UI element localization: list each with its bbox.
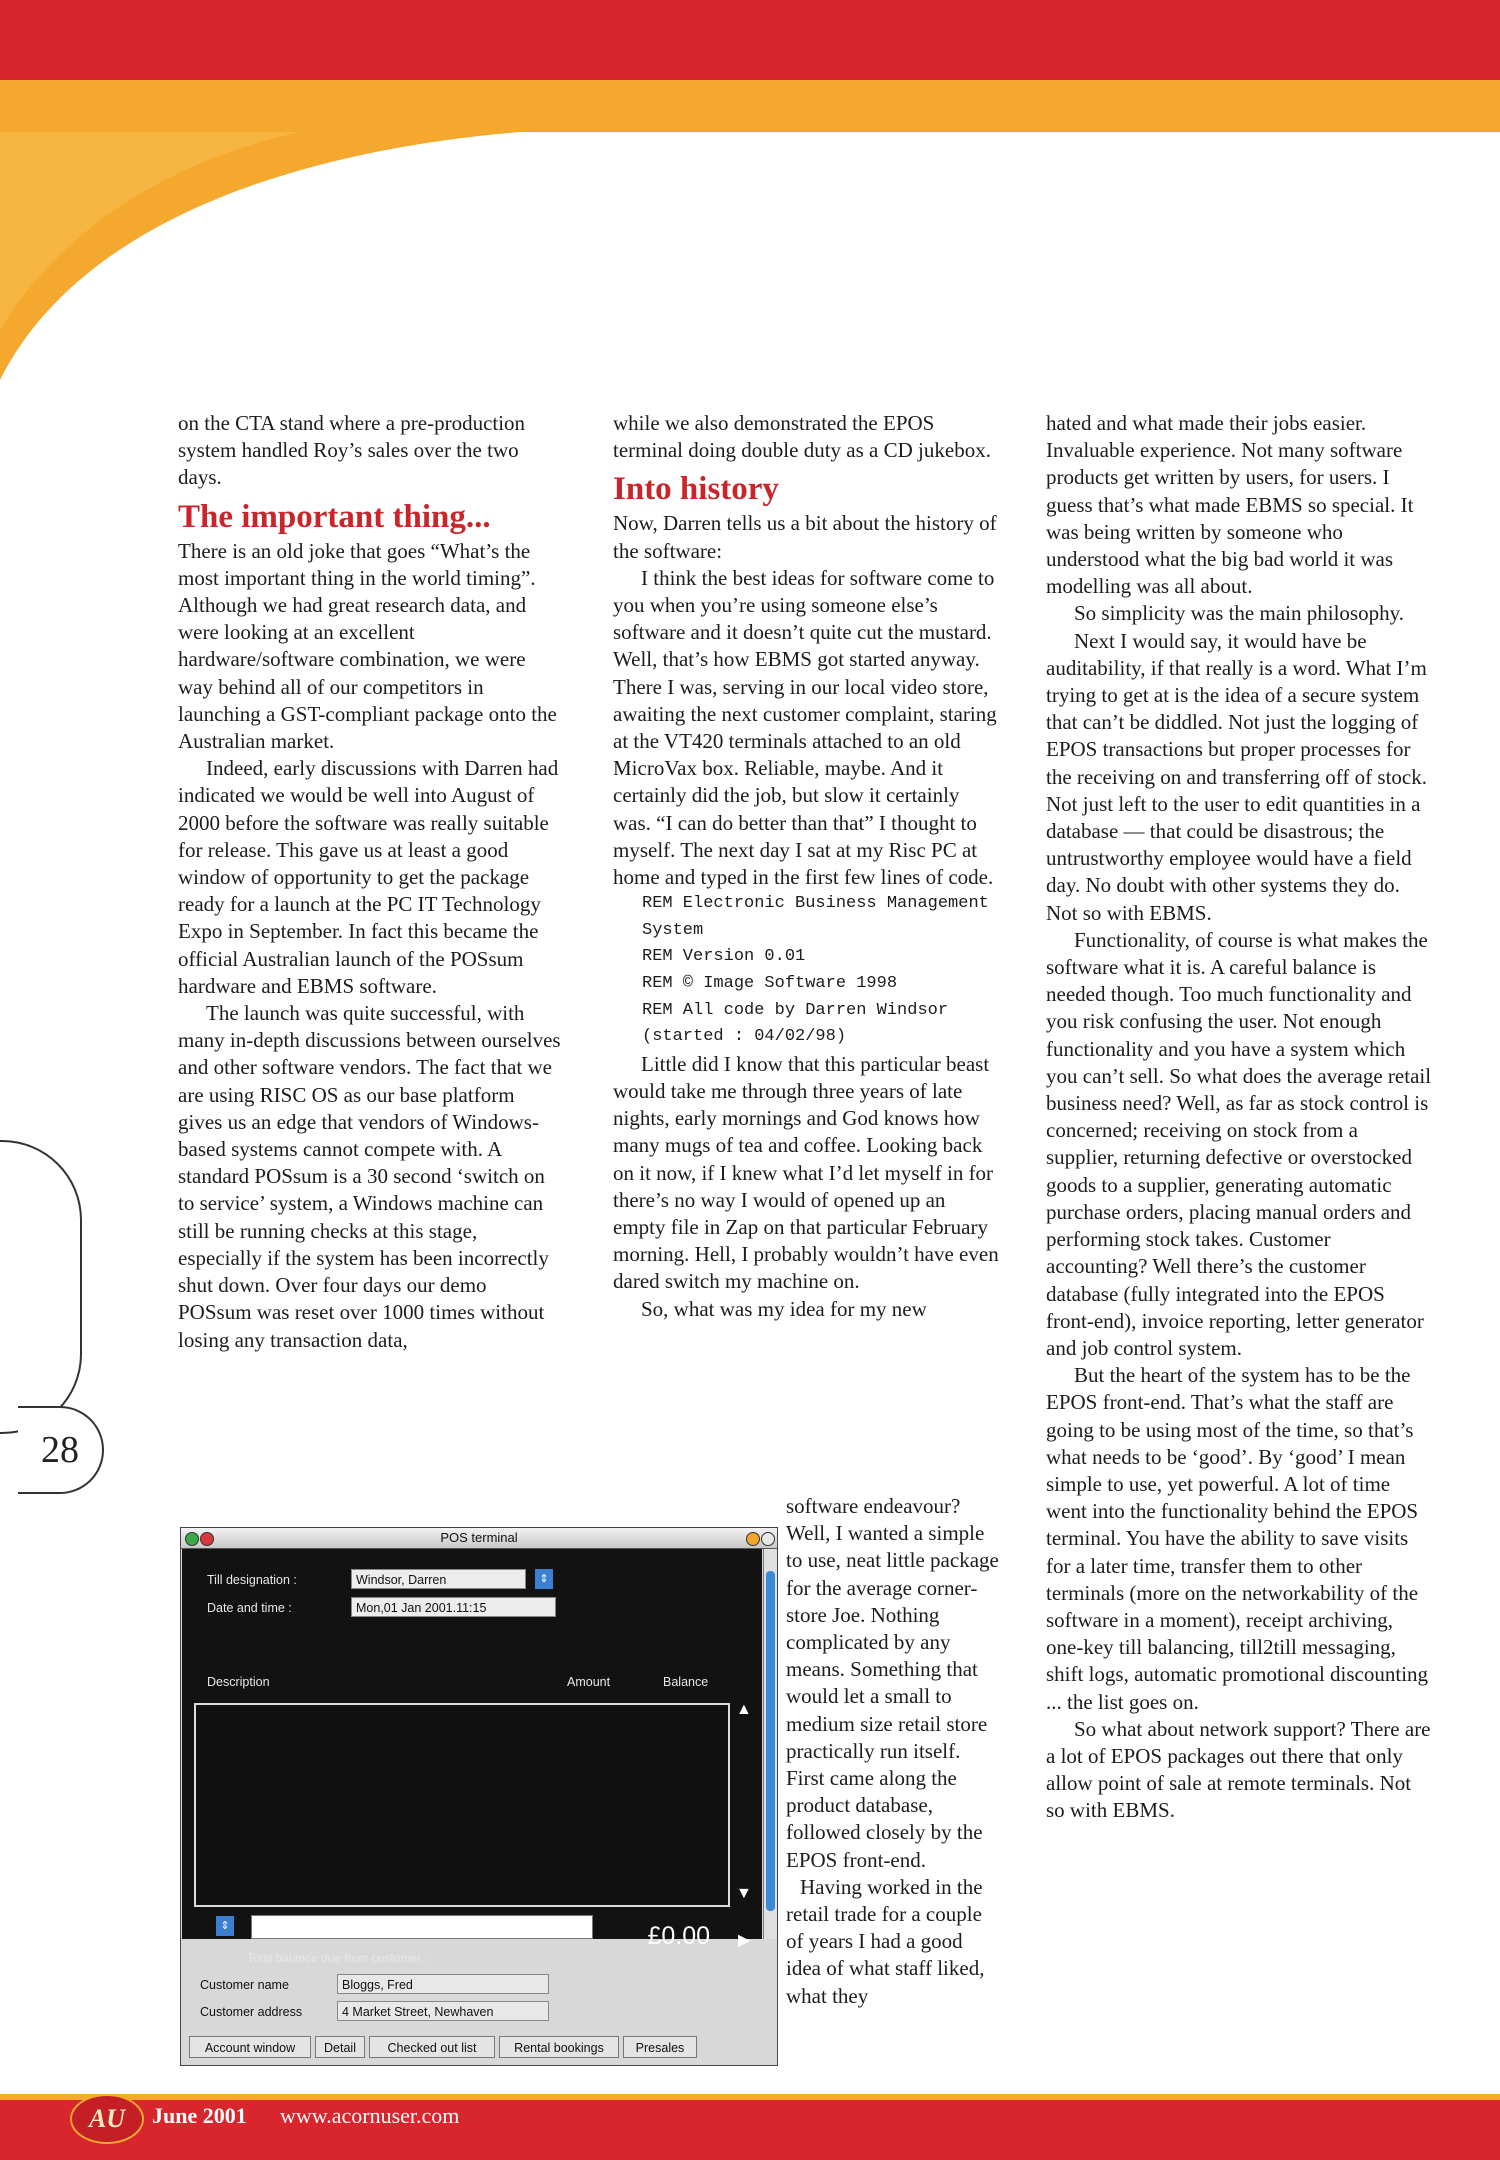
paragraph: hated and what made their jobs easier. Invaluable experience. Not many software products get written by users, for users. I guess that’s what made EBMS so special. It was being written by someone who understood what the big bad world it was modelling was all about. <box>1046 411 1414 599</box>
total-arrow-icon[interactable]: ▶ <box>738 1932 751 1949</box>
heading-important-thing: The important thing... <box>178 498 491 535</box>
till-updown-icon[interactable]: ⇕ <box>535 1569 553 1589</box>
paragraph: Next I would say, it would have be auditability, if that really is a word. What I’m trying to get at is the idea of a secure system that can’t be diddled. Not just the logging of EPOS transactions but proper processes for the receiving on and transferring off of stock. Not just left to the user to edit quantities in a database — that could be disastrous; the untrustworthy employee would have a field day. No doubt with other systems they do. Not so with EBMS. <box>1046 628 1427 925</box>
paragraph: There is an old joke that goes “What’s the most important thing in the world timing”. Although we had great research data, and were looking at an excellent hardware/software combination, we were way behind all of our competitors in launching a GST-compliant package onto the Australian market. <box>178 538 557 754</box>
column-1 <box>178 410 564 1354</box>
customer-address-label: Customer address <box>200 2005 303 2019</box>
total-label: Total balance due from customer : <box>247 1951 428 1965</box>
balance-header: Balance <box>663 1675 709 1689</box>
paragraph: The launch was quite successful, with many in-depth discussions between ourselves and other software vendors. The fact that we are using RISC OS as our base platform gives us an edge that vendors of Windows-based systems cannot compete with. A standard POSsum is a 30 second ‘switch on to service’ system, a Windows machine can still be running checks at this stage, especially if the system has been incorrectly shut down. Over four days our demo POSsum was reset over 1000 times without losing any transaction data, <box>178 1001 561 1352</box>
footer-url[interactable]: www.acornuser.com <box>280 2103 460 2128</box>
scroll-down-icon[interactable]: ▼ <box>736 1885 752 1902</box>
iconise-icon[interactable] <box>746 1532 760 1546</box>
window-title: POS terminal <box>440 1530 518 1545</box>
paragraph: Little did I know that this particular beast would take me through three years of late nights, early mornings and God knows how many mugs of tea and coffee. Looking back on it now, if I knew what I’d let myself in for there’s no way I would of opened up an empty file in Zap on that particular February morning. Hell, I probably wouldn’t have even dared switch my machine on. <box>613 1051 999 1294</box>
paragraph: Now, Darren tells us a bit about the history of the software: <box>613 511 997 563</box>
code-line: REM All code by Darren Windsor (started : 04/02/98) <box>642 1000 959 1047</box>
toggle-size-icon[interactable] <box>761 1532 775 1546</box>
amount-header: Amount <box>567 1675 611 1689</box>
transaction-list[interactable] <box>194 1703 730 1907</box>
presales-button[interactable]: Presales <box>623 2036 697 2058</box>
total-amount: £0.00 <box>647 1922 710 1950</box>
date-label: Date and time : <box>207 1601 292 1615</box>
page-number: 28 <box>18 1406 104 1494</box>
code-line: REM Electronic Business Management System <box>642 894 1000 940</box>
description-header: Description <box>207 1675 270 1689</box>
column-2 <box>613 410 999 1323</box>
customer-name-label: Customer name <box>200 1978 289 1992</box>
paragraph: So what about network support? There are a lot of EPOS packages out there that only allow point of sale at remote terminals. Not so with EBMS. <box>1046 1716 1431 1823</box>
scroll-up-icon[interactable]: ▲ <box>736 1701 752 1718</box>
paragraph: I think the best ideas for software come to you when you’re using someone else’s software and it doesn’t quite cut the mustard. Well, that’s how EBMS got started anyway. There I was, serving in our local video store, awaiting the next customer complaint, staring at the VT420 terminals attached to an old MicroVax box. Reliable, maybe. And it certainly did the job, but slow it certainly was. “I can do better than that” I thought to myself. The next day I sat at my Risc PC at home and typed in the first few lines of code. <box>613 565 997 890</box>
paragraph: But the heart of the system has to be the EPOS front-end. That’s what the staff are going to be using most of the time, so that’s what needs to be ‘good’. By ‘good’ I mean simple to use, yet powerful. A lot of time went into the functionality behind the EPOS terminal. You have the ability to save visits for a later time, transfer them to other terminals (more on the networkability of the software in a moment), receipt archiving, one-key till balancing, till2till messaging, shift logs, automatic promotional discounting ... the list goes on. <box>1046 1363 1429 1714</box>
code-line: REM © Image Software 1998 <box>642 974 898 994</box>
footer-orange-line <box>0 2094 1500 2100</box>
paragraph: while we also demonstrated the EPOS terminal doing double duty as a CD jukebox. <box>613 411 991 463</box>
page-tab-outline <box>0 1140 82 1434</box>
paragraph: software endeavour? Well, I wanted a simple to use, neat little package for the average corner-store Joe. Nothing complicated by any means. Something that would let a small to medium size retail store practically run itself. First came along the product database, followed closely by the EPOS front-end. <box>786 1494 999 1872</box>
entry-updown-icon[interactable]: ⇕ <box>216 1916 234 1936</box>
customer-address-field[interactable]: 4 Market Street, Newhaven <box>337 2001 549 2021</box>
account-window-button[interactable]: Account window <box>189 2036 311 2058</box>
rental-bookings-button[interactable]: Rental bookings <box>499 2036 619 2058</box>
till-label: Till designation : <box>207 1573 297 1587</box>
paragraph: So, what was my idea for my new <box>641 1296 927 1321</box>
footer-date: June 2001 <box>152 2103 247 2128</box>
till-designation-field[interactable]: Windsor, Darren <box>351 1569 526 1589</box>
scrollbar-thumb[interactable] <box>766 1571 775 1911</box>
column-3 <box>1046 410 1432 1825</box>
paragraph: Functionality, of course is what makes the software what it is. A careful balance is needed though. Too much functionality and you risk confusing the user. Not enough functionality and you have a system which you can’t sell. So what does the average retail business need? Well, as far as stock control is concerned; receiving on stock from a supplier, returning defective or overstocked goods to a supplier, generating automatic purchase orders, placing manual orders and performing stock takes. Customer accounting? Well there’s the customer database (fully integrated into the EPOS front-end), invoice reporting, letter generator and job control system. <box>1046 927 1432 1360</box>
code-listing <box>613 891 999 1051</box>
header-swoosh <box>0 0 1500 400</box>
paragraph: Indeed, early discussions with Darren had indicated we would be well into August of 2000 before the software was really suitable for release. This gave us at least a good window of opportunity to get the package ready for a launch at the PC IT Technology Expo in September. In fact this became the official Australian launch of the POSsum hardware and EBMS software. <box>178 756 559 998</box>
detail-button[interactable]: Detail <box>315 2036 365 2058</box>
customer-name-field[interactable]: Bloggs, Fred <box>337 1974 549 1994</box>
paragraph: on the CTA stand where a pre-production system handled Roy’s sales over the two days. <box>178 411 526 490</box>
window-scrollbar[interactable] <box>763 1549 777 1939</box>
paragraph: Having worked in the retail trade for a couple of years I had a good idea of what staff liked, what they <box>786 1874 985 2008</box>
column-2-continued <box>786 1493 1001 2010</box>
pos-terminal-window <box>180 1527 778 2066</box>
item-entry-field[interactable] <box>251 1915 593 1939</box>
acorn-user-logo: AU <box>70 2094 144 2144</box>
paragraph: So simplicity was the main philosophy. <box>1074 601 1404 626</box>
checked-out-list-button[interactable]: Checked out list <box>369 2036 495 2058</box>
date-time-field[interactable]: Mon,01 Jan 2001.11:15 <box>351 1597 556 1617</box>
window-titlebar[interactable] <box>181 1528 777 1549</box>
pos-main-panel <box>182 1549 762 1965</box>
code-line: REM Version 0.01 <box>642 947 806 967</box>
heading-into-history: Into history <box>613 471 779 508</box>
